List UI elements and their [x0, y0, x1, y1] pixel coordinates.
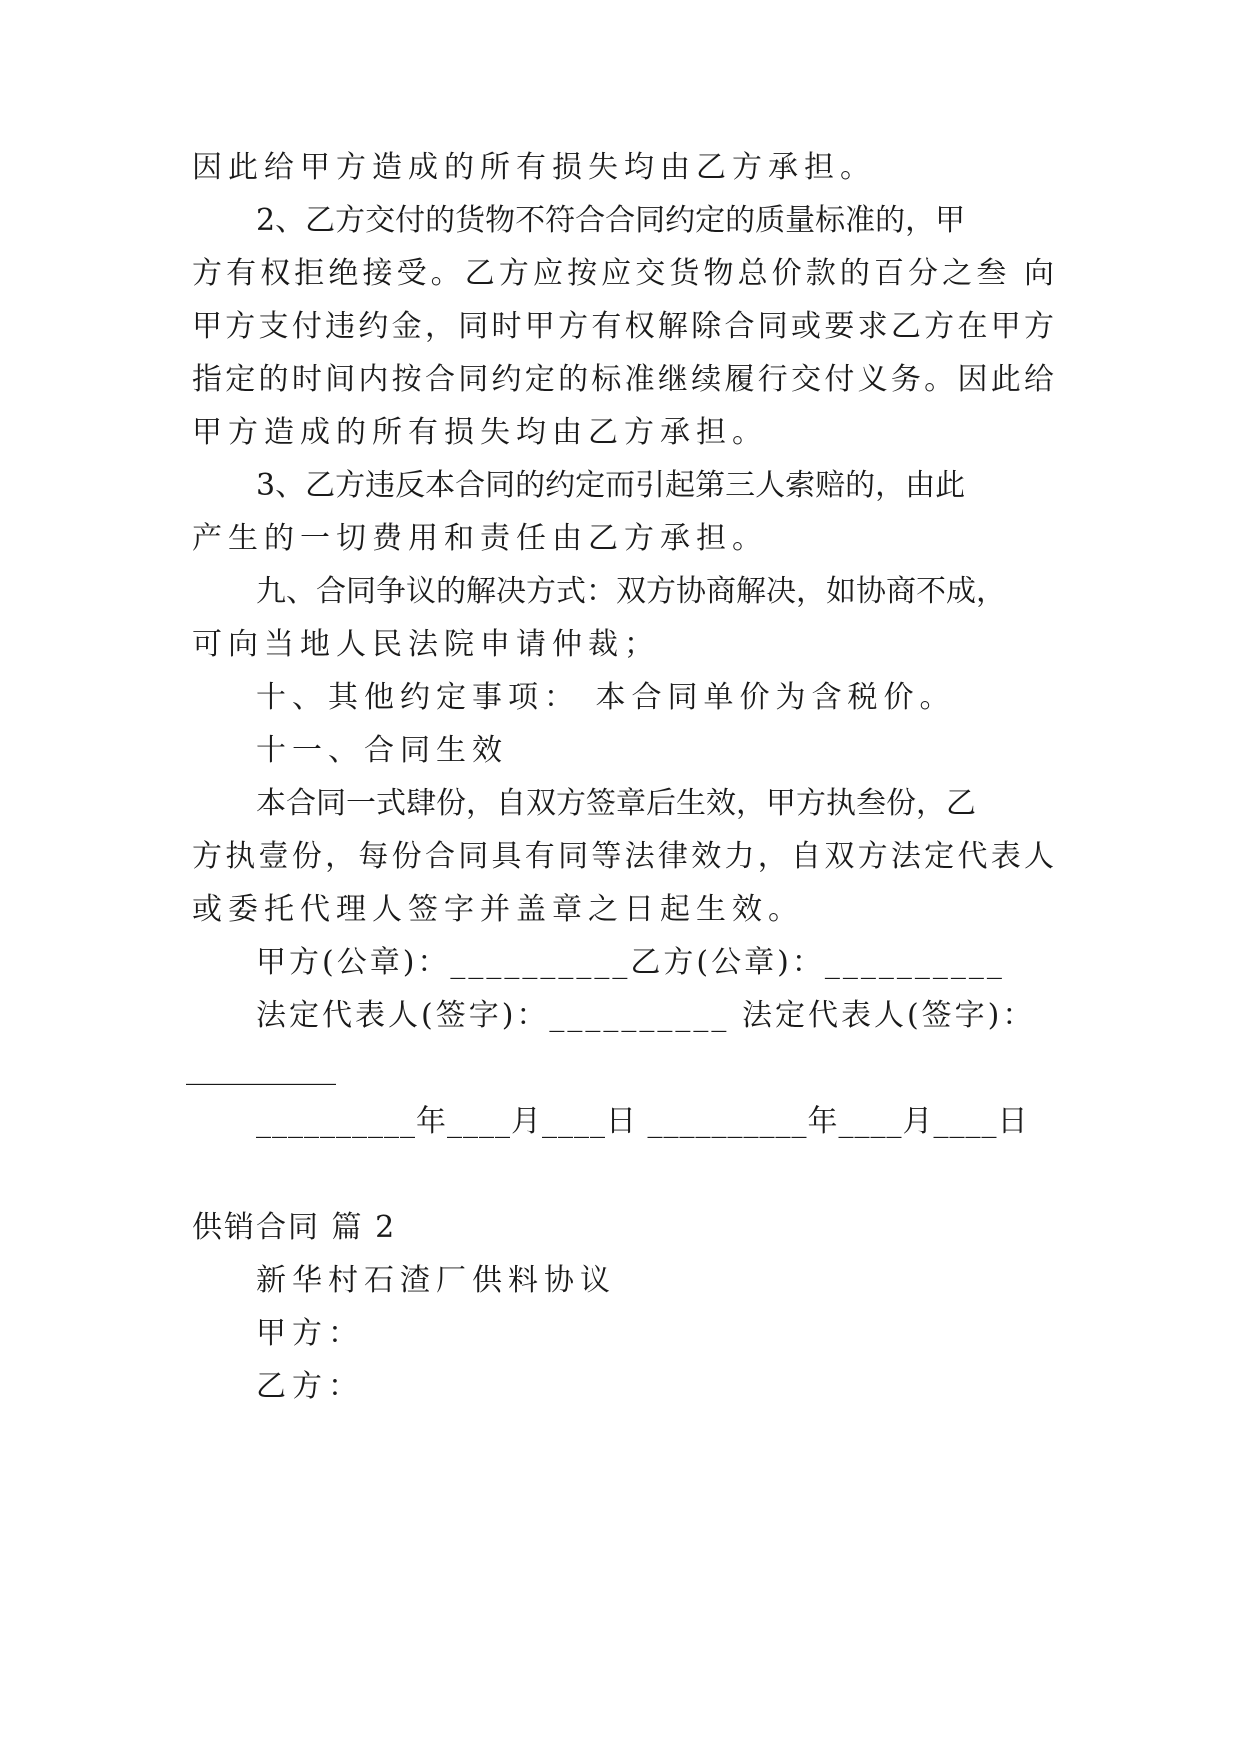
- text-line-15: 或委托代理人签字并盖章之日起生效。: [192, 892, 804, 927]
- section-heading: 十一、合同生效: [256, 733, 508, 768]
- text-line-2: 2、乙方交付的货物不符合合同约定的质量标准的，甲: [256, 203, 966, 238]
- text-line-9: 九、合同争议的解决方式：双方协商解决，如协商不成，: [256, 574, 1006, 609]
- agreement-title: 新华村石渣厂供料协议: [256, 1263, 616, 1298]
- text-line-8: 产生的一切费用和责任由乙方承担。: [192, 521, 768, 556]
- section-title: 供销合同 篇 2: [192, 1210, 397, 1245]
- text-line-13: 本合同一式肆份，自双方签章后生效，甲方执叁份，乙: [256, 786, 976, 821]
- text-line-1: 因此给甲方造成的所有损失均由乙方承担。: [192, 150, 876, 185]
- date-line: __________年____月____日 __________年____月____日: [256, 1104, 1029, 1139]
- text-line-14: 方执壹份，每份合同具有同等法律效力，自双方法定代表人: [192, 839, 1054, 874]
- signature-line: 法定代表人(签字)：__________ 法定代表人(签字)：: [256, 998, 1036, 1033]
- party-b-label: 乙方：: [256, 1369, 364, 1404]
- text-line-5: 指定的时间内按合同约定的标准继续履行交付义务。因此给: [192, 362, 1054, 397]
- text-line-4: 甲方支付违约金，同时甲方有权解除合同或要求乙方在甲方: [192, 309, 1054, 344]
- text-line-11: 十、其他约定事项： 本合同单价为含税价。: [256, 680, 956, 715]
- party-a-label: 甲方：: [256, 1316, 364, 1351]
- text-line-10: 可向当地人民法院申请仲裁；: [192, 627, 660, 662]
- seal-line: 甲方(公章)：__________乙方(公章)：__________: [256, 945, 1005, 980]
- text-line-7: 3、乙方违反本合同的约定而引起第三人索赔的，由此: [256, 468, 966, 503]
- text-line-6: 甲方造成的所有损失均由乙方承担。: [192, 415, 768, 450]
- signature-blank: __________: [186, 1051, 336, 1086]
- text-line-3: 方有权拒绝接受。乙方应按应交货物总价款的百分之叁 向: [192, 256, 1054, 291]
